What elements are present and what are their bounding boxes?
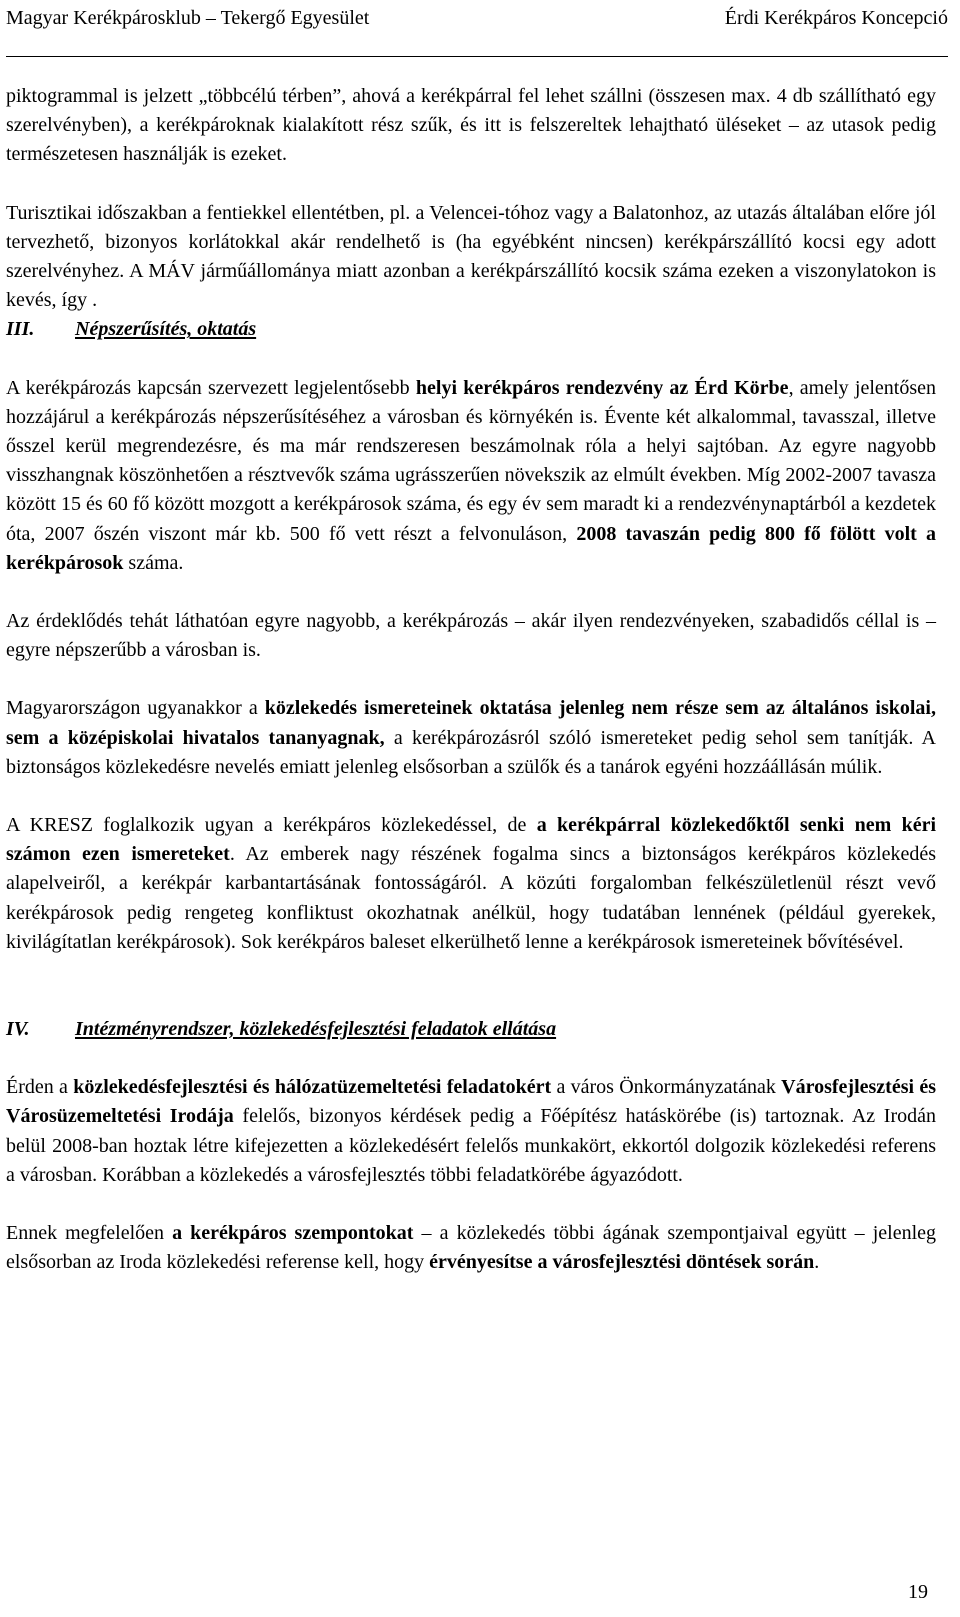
section-title: Intézményrendszer, közlekedésfejlesztési feladatok ellátása — [75, 1018, 557, 1041]
section-heading-institutions — [6, 1015, 936, 1044]
paragraph-kresz: A KRESZ foglalkozik ugyan a kerékpáros közlekedéssel, de a kerékpárral közlekedőktől senki nem kéri számon ezen ismereteket. Az emberek nagy részének fogalma sincs a biztonságos kerékpáros közlekedés alapelveiről, a kerékpár karbantartásának fontosságáról. A közúti forgalomban felkészületlenül részt vevő kerékpárosok pedig rengeteg konfliktust okozhatnak anélkül, hogy tudatában lennének (például gyerekek, kivilágítatlan kerékpárosok). Sok kerékpáros baleset elkerülhető lenne a kerékpárosok ismereteinek bővítésével. — [6, 814, 937, 953]
page-body — [6, 82, 936, 1278]
paragraph-erd-korbe: A kerékpározás kapcsán szervezett legjelentősebb helyi kerékpáros rendezvény az Érd Körbe, amely jelentősen hozzájárul a kerékpározás népszerűsítéséhez a városban és környékén is. Évente két alkalommal, tavasszal, illetve ősszel kerül megrendezésre, és ma már rendszeresen beszámolnak róla a helyi sajtóban. Az egyre nagyobb visszhangnak köszönhetően a résztvevők száma ugrásszerűen növekszik az elmúlt években. Míg 2002-2007 tavasza között 15 és 60 fő között mozgott a kerékpárosok száma, és egy év sem maradt ki a rendezvénynaptárból a kezdetek óta, 2007 őszén viszont már kb. 500 fő vett részt a felvonuláson, 2008 tavaszán pedig 800 fő fölött volt a kerékpárosok száma. — [6, 376, 936, 574]
paragraph-education: Magyarországon ugyanakkor a közlekedés ismereteinek oktatása jelenleg nem része sem az általános iskolai, sem a középiskolai hivatalos tananyagnak, a kerékpározásról szóló ismereteket pedig sehol sem tanítják. A biztonságos közlekedésre nevelés emiatt jelenleg elsősorban a szülők és a tanárok egyéni hozzáállásán múlik. — [6, 697, 936, 778]
paragraph-cycling-aspects: Ennek megfelelően a kerékpáros szempontokat – a közlekedés többi ágának szempontjaival együtt – jelenleg elsősorban az Iroda közlekedési referense kell, hogy érvényesítse a városfejlesztési döntések során. — [6, 1222, 937, 1274]
paragraph-train-transport: piktogrammal is jelzett „többcélú térben”, ahová a kerékpárral fel lehet szállni (összesen max. 4 db szállítható egy szerelvényben), a kerékpároknak kialakított rész szűk, és itt is felszereltek lehajtható üléseket – az utasok pedig természetesen használják is ezeket. — [6, 85, 936, 166]
paragraph-interest: Az érdeklődés tehát láthatóan egyre nagyobb, a kerékpározás – akár ilyen rendezvényeken, szabadidős céllal is – egyre népszerűbb a városban is. — [6, 610, 936, 662]
header-right-title: Érdi Kerékpáros Koncepció — [724, 7, 948, 29]
section-number: III. — [6, 318, 35, 341]
header-divider — [6, 56, 948, 57]
page-header — [6, 0, 948, 38]
section-heading-popularization — [6, 315, 936, 344]
section-number: IV. — [6, 1018, 30, 1041]
header-left-title: Magyar Kerékpárosklub – Tekergő Egyesület — [6, 7, 370, 29]
section-title: Népszerűsítés, oktatás — [75, 318, 257, 341]
page-number: 19 — [908, 1581, 928, 1603]
paragraph-tourist-season: Turisztikai időszakban a fentiekkel ellentétben, pl. a Velencei-tóhoz vagy a Balatonhoz, az utazás általában előre jól tervezhető, bizonyos korlátokkal akár rendelhető is (ha egyébként nincsen) kerékpárszállító kocsi egy adott szerelvényhez. A MÁV járműállománya miatt azonban a kerékpárszállító kocsik száma ezeken a viszonylatokon is kevés, így . — [6, 201, 936, 312]
paragraph-office: Érden a közlekedésfejlesztési és hálózatüzemeltetési feladatokért a város Önkormányzatának Városfejlesztési és Városüzemeltetési Irodája felelős, bizonyos kérdések pedig a Főépítész hatáskörébe (is) tartoznak. Az Irodán belül 2008-ban hoztak létre kifejezetten a közlekedésért felelős munkakört, ekkortól dolgozik közlekedési referens a városban. Korábban a közlekedés a városfejlesztés többi feladatkörébe ágyazódott. — [6, 1076, 936, 1186]
